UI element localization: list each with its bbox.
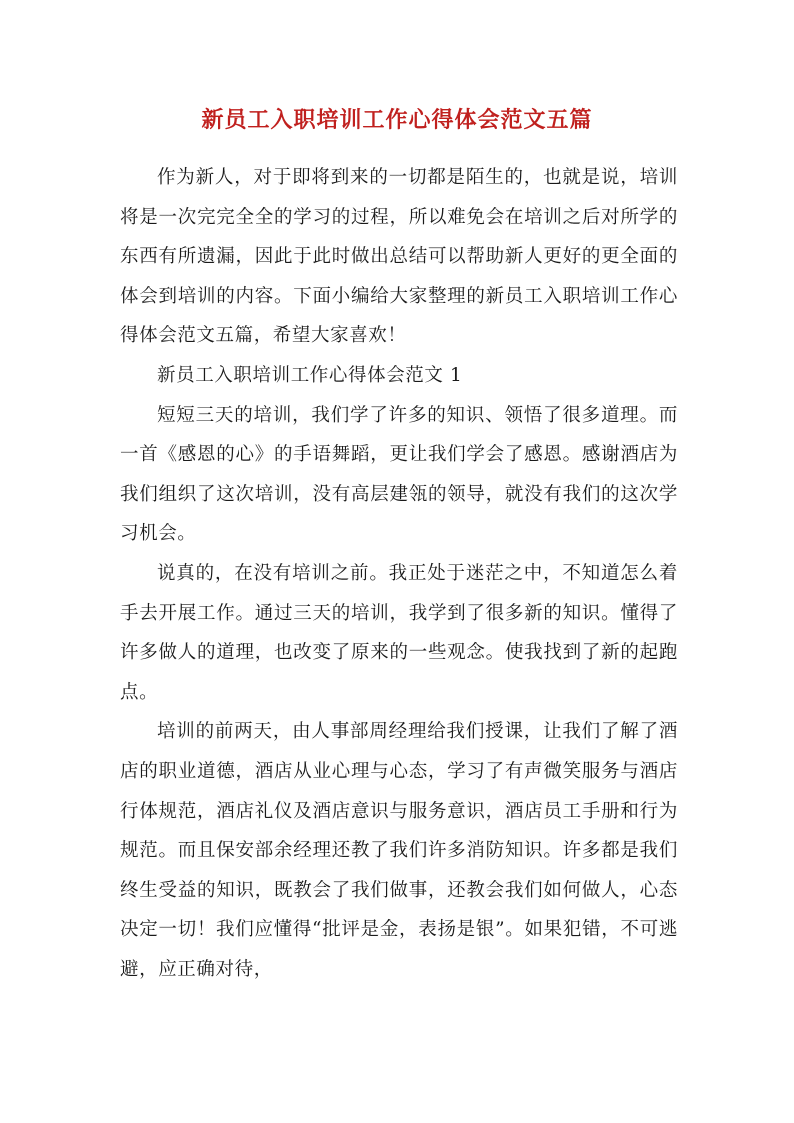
body-paragraph: 说真的，在没有培训之前。我正处于迷茫之中，不知道怎么着手去开展工作。通过三天的培训，我学到了很多新的知识。懂得了许多做人的道理，也改变了原来的一些观念。使我找到了新的起跑点。 <box>120 562 678 703</box>
document-title: 新员工入职培训工作心得体会范文五篇 <box>201 107 593 133</box>
body-paragraph: 短短三天的培训，我们学了许多的知识、领悟了很多道理。而一首《感恩的心》的手语舞蹈，更让我们学会了感恩。感谢酒店为我们组织了这次培训，没有高层建瓴的领导，就没有我们的这次学习机会。 <box>120 404 678 545</box>
intro-paragraph: 作为新人，对于即将到来的一切都是陌生的，也就是说，培训将是一次完完全全的学习的过程，所以难免会在培训之后对所学的东西有所遗漏，因此于此时做出总结可以帮助新人更好的更全面的体会到培训的内容。下面小编给大家整理的新员工入职培训工作心得体会范文五篇，希望大家喜欢！ <box>120 167 678 347</box>
section-heading: 新员工入职培训工作心得体会范文 1 <box>157 364 463 386</box>
body-paragraph: 培训的前两天，由人事部周经理给我们授课，让我们了解了酒店的职业道德，酒店从业心理与心态，学习了有声微笑服务与酒店行体规范，酒店礼仪及酒店意识与服务意识，酒店员工手册和行为规范。而且保安部余经理还教了我们许多消防知识。许多都是我们终生受益的知识，既教会了我们做事，还教会我们如何做人，心态决定一切！我们应懂得“批评是金，表扬是银”。如果犯错，不可逃避，应正确对待， <box>120 721 678 980</box>
document-body <box>120 158 678 989</box>
